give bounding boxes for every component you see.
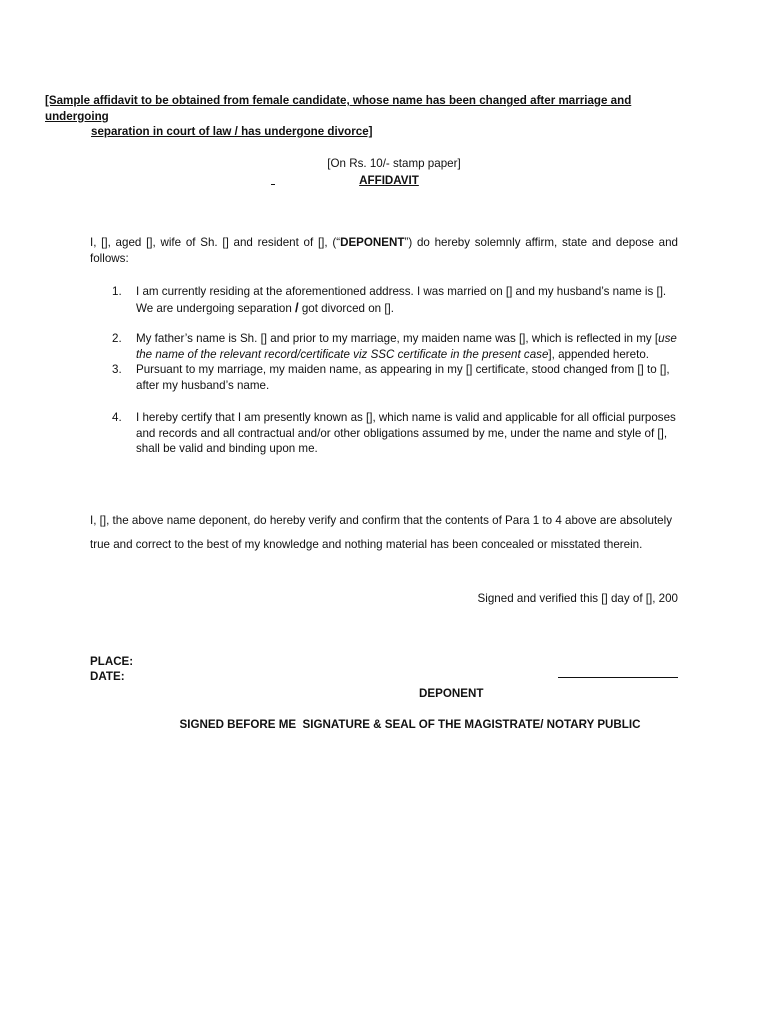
intro-deponent-bold: DEPONENT	[340, 236, 405, 249]
list-item-text	[136, 331, 682, 362]
list-item-text	[136, 410, 682, 457]
list-item-text	[136, 284, 682, 316]
verification-line-1: I, [], the above name deponent, do hereby verify and confirm that the contents of Para 1 to 4 above are absolutely	[90, 514, 672, 527]
signed-verified-line: Signed and verified this [] day of [], 200	[477, 592, 678, 605]
intro-text-after: ”) do hereby solemnly affirm, state and depose and follows:	[90, 236, 678, 265]
list-item-line: I hereby certify that I am presently known as [], which name is valid and applicable for all official purposes	[136, 411, 676, 424]
list-item-line: We are undergoing separation	[136, 301, 295, 315]
list-item-line: and records and all contractual and/or other obligations assumed by me, under the name and style of [],	[136, 426, 668, 440]
verification-line-2: true and correct to the best of my knowledge and nothing material has been concealed or misstated therein.	[90, 538, 643, 551]
deponent-label: DEPONENT	[419, 687, 484, 700]
list-item-line: My father’s name is Sh. [] and prior to my marriage, my maiden name was [], which is reflected in my [	[136, 332, 659, 345]
list-item-number: 1.	[112, 285, 122, 298]
list-item-line: I am currently residing at the aforementioned address. I was married on [] and my husband’s name is [].	[136, 285, 667, 298]
list-item-line: ], appended hereto.	[548, 347, 649, 361]
affidavit-title: AFFIDAVIT	[359, 174, 419, 187]
stamp-paper-note: [On Rs. 10/- stamp paper]	[327, 157, 461, 170]
list-item-line: got divorced on [].	[298, 301, 394, 315]
list-item-number: 2.	[112, 332, 122, 345]
heading-line-2: separation in court of law / has undergone divorce]	[91, 125, 373, 138]
intro-paragraph	[90, 235, 678, 266]
date-label: DATE:	[90, 670, 125, 683]
list-item-italic: use	[658, 332, 677, 345]
notary-footer: SIGNED BEFORE ME SIGNATURE & SEAL OF THE MAGISTRATE/ NOTARY PUBLIC	[179, 718, 641, 731]
signature-line	[558, 669, 678, 678]
intro-text-before: I, [], aged [], wife of Sh. [] and resident of [], (“	[90, 236, 341, 249]
list-item-line: Pursuant to my marriage, my maiden name, as appearing in my [] certificate, stood changed from [] to [],	[136, 363, 670, 376]
list-item-italic: the name of the relevant record/certificate viz SSC certificate in the present case	[136, 347, 549, 361]
slash-bold: /	[294, 299, 299, 315]
heading-line-1: [Sample affidavit to be obtained from female candidate, whose name has been changed after marriage and undergoing	[45, 94, 632, 123]
list-item-number: 3.	[112, 363, 122, 376]
list-item-text	[136, 362, 682, 393]
list-item-line: shall be valid and binding upon me.	[136, 442, 318, 455]
place-label: PLACE:	[90, 655, 134, 668]
list-item-line: after my husband’s name.	[136, 378, 270, 392]
stray-underline-mark	[271, 184, 275, 185]
document-heading	[45, 93, 685, 140]
list-item-number: 4.	[112, 411, 122, 424]
